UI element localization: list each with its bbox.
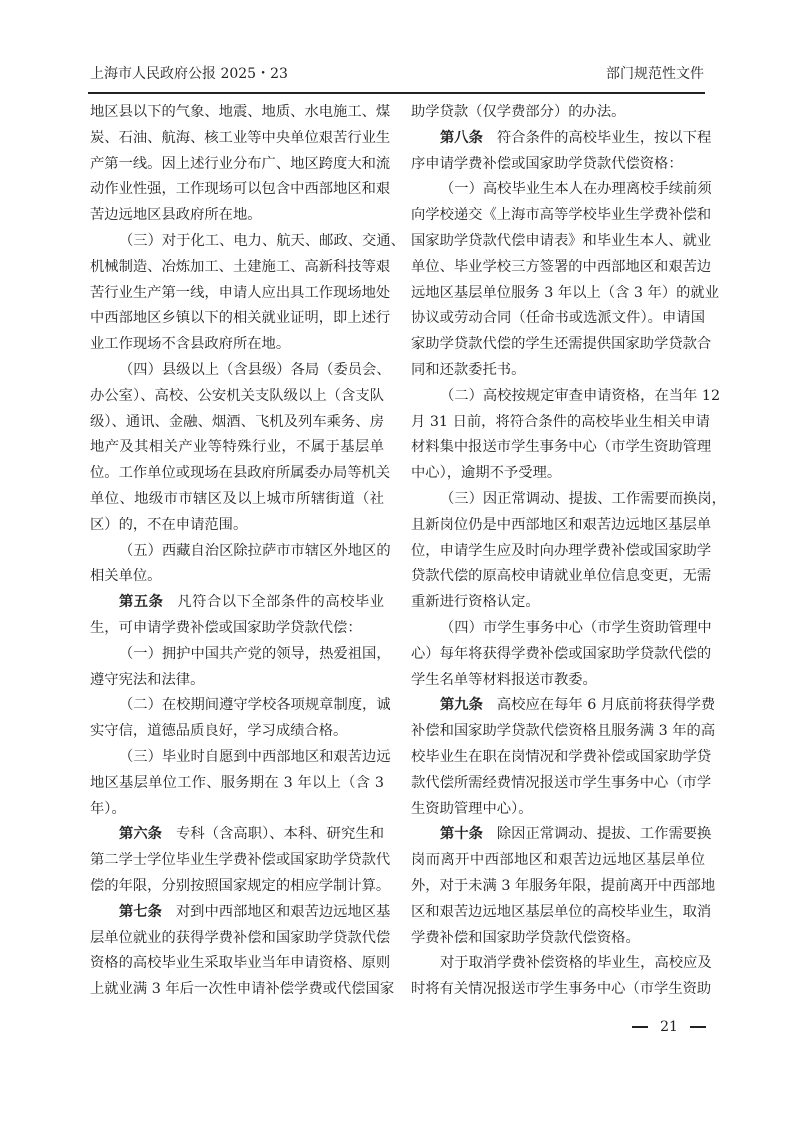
paragraph: [90, 900, 395, 1003]
text-line: [90, 590, 384, 616]
text-line: [411, 745, 712, 771]
text-line: [90, 771, 384, 797]
paragraph: [411, 693, 716, 822]
paragraph: [90, 229, 405, 358]
line-text: 地区基层单位工作、服务期在 3 年以上（含 3: [90, 774, 384, 791]
text-line: [411, 668, 705, 694]
text-line: [411, 951, 712, 977]
text-line: [90, 848, 391, 874]
line-text: （三）因正常调动、提拔、工作需要而换岗，: [440, 490, 726, 507]
text-line: [411, 306, 705, 332]
text-line: [411, 693, 716, 719]
line-text: 苦边远地区县政府所在地。: [90, 207, 262, 224]
text-line: [411, 281, 720, 307]
paragraph: [411, 177, 720, 383]
text-line: [411, 513, 712, 539]
text-line: [411, 564, 712, 590]
article-heading: 第十条: [440, 826, 483, 843]
text-column-right: [411, 100, 726, 1003]
article-heading: 第九条: [440, 697, 483, 714]
text-line: [90, 719, 384, 745]
line-text: 动作业性强，工作现场可以包含中西部地区和艰: [90, 181, 391, 198]
line-text: （一）拥护中国共产党的领导，热爱祖国，: [119, 645, 391, 662]
line-text: 向学校递交《上海市高等学校毕业生学费补偿和: [411, 207, 712, 224]
line-text: （二）在校期间遵守学校各项规章制度，诚: [119, 697, 391, 714]
line-text: 相关单位。: [90, 568, 162, 585]
text-line: [90, 539, 391, 565]
text-line: [90, 874, 391, 900]
text-line: [411, 332, 712, 358]
text-line: [411, 874, 716, 900]
line-text: 补偿和国家助学贷款代偿资格且服务满 3 年的高: [411, 723, 716, 740]
text-line: [411, 152, 705, 178]
text-line: [90, 384, 384, 410]
line-text: 级）、通讯、金融、烟酒、飞机及列车乘务、房: [90, 413, 384, 430]
line-text: 中西部地区乡镇以下的相关就业证明，即上述行: [90, 310, 391, 327]
text-line: [90, 306, 391, 332]
line-text: 偿的年限，分别按照国家规定的相应学制计算。: [90, 877, 391, 894]
text-line: [411, 797, 705, 823]
line-text: 材料集中报送市学生事务中心（市学生资助管理: [411, 439, 712, 456]
line-text: 凡符合以下全部条件的高校毕业: [177, 594, 385, 611]
line-text: （四）市学生事务中心（市学生资助管理中: [440, 619, 712, 636]
article-heading: 第六条: [119, 826, 163, 843]
paragraph: [411, 487, 726, 616]
line-text: 月 31 日前，将符合条件的高校毕业生相关申请: [411, 413, 710, 430]
paragraph: [411, 384, 721, 487]
text-line: [90, 642, 391, 668]
text-line: [411, 900, 712, 926]
line-text: 单位、地级市市辖区及以上城市所辖街道（社: [90, 490, 384, 507]
line-text: 炭、石油、航海、核工业等中央单位艰苦行业生: [90, 129, 391, 146]
text-line: [90, 177, 391, 203]
line-text: 重新进行资格认定。: [411, 594, 540, 611]
line-text: 对于取消学费补偿资格的毕业生，高校应及: [440, 955, 712, 972]
text-line: [90, 461, 391, 487]
line-text: 位。工作单位或现场在县政府所属委办局等机关: [90, 465, 391, 482]
text-line: [411, 590, 705, 616]
article-heading: 第五条: [119, 594, 164, 611]
paragraph: [411, 616, 712, 693]
text-line: [411, 719, 716, 745]
text-line: [411, 977, 712, 1003]
line-text: 符合条件的高校毕业生，按以下程: [496, 129, 712, 146]
text-line: [90, 513, 384, 539]
line-text: 机械制造、冶炼加工、土建施工、高新科技等艰: [90, 258, 391, 275]
paragraph: [411, 126, 712, 178]
line-text: 序申请学费补偿或国家助学贷款代偿资格：: [411, 155, 683, 172]
text-line: [411, 642, 712, 668]
text-line: [411, 255, 712, 281]
line-text: 办公室）、高校、公安机关支队级以上（含支队: [90, 387, 384, 404]
text-line: [90, 616, 384, 642]
line-text: 层单位就业的获得学费补偿和国家助学贷款代偿: [90, 929, 391, 946]
text-line: [90, 332, 384, 358]
text-line: [90, 255, 391, 281]
line-text: 遵守宪法和法律。: [90, 671, 205, 688]
text-line: [411, 771, 712, 797]
text-line: [411, 203, 712, 229]
line-text: 高校应在每年 6 月底前将获得学费: [496, 697, 716, 714]
text-line: [90, 693, 391, 719]
dash-left: [632, 1026, 648, 1028]
text-line: [90, 126, 391, 152]
page-number: [632, 1016, 706, 1038]
text-line: [90, 229, 405, 255]
article-heading: 第七条: [119, 903, 162, 920]
dash-right: [690, 1026, 706, 1028]
text-line: [90, 926, 391, 952]
text-line: [90, 152, 391, 178]
line-text: 资格的高校毕业生采取毕业当年申请资格、原则: [90, 955, 391, 972]
paragraph: [90, 358, 391, 539]
text-line: [411, 384, 721, 410]
line-text: 时将有关情况报送市学生事务中心（市学生资助: [411, 981, 712, 998]
text-line: [90, 900, 391, 926]
line-text: （四）县级以上（含县级）各局（委员会、: [119, 361, 391, 378]
text-line: [90, 358, 391, 384]
line-text: 区）的，不在申请范围。: [90, 516, 248, 533]
text-line: [411, 358, 705, 384]
header-divider: [88, 92, 705, 94]
line-text: 校毕业生在职在岗情况和学费补偿或国家助学贷: [411, 748, 712, 765]
paragraph: [90, 745, 391, 822]
paragraph: [90, 590, 384, 642]
line-text: 协议或劳动合同（任命书或选派文件）。申请国: [411, 310, 705, 327]
line-text: 年）。: [90, 800, 126, 817]
text-line: [90, 435, 384, 461]
line-text: 款代偿所需经费情况报送市学生事务中心（市学: [411, 774, 712, 791]
paragraph: [90, 693, 391, 745]
text-line: [411, 487, 726, 513]
page-number-text: 21: [660, 1019, 678, 1035]
text-column-left: [90, 100, 405, 1003]
line-text: 同和还款委托书。: [411, 361, 526, 378]
line-text: 位，申请学生应及时向办理学费补偿或国家助学: [411, 542, 712, 559]
paragraph: [90, 539, 391, 591]
paragraph: [90, 822, 391, 899]
line-text: 地区县以下的气象、地震、地质、水电施工、煤: [90, 104, 391, 120]
line-text: 苦行业生产第一线，申请人应出具工作现场地处: [90, 284, 391, 301]
text-line: [90, 745, 391, 771]
paragraph: [411, 100, 705, 126]
line-text: 第二学士学位毕业生学费补偿或国家助学贷款代: [90, 852, 391, 869]
text-line: [411, 410, 710, 436]
line-text: 地产及其相关产业等特殊行业，不属于基层单: [90, 439, 384, 456]
text-line: [411, 126, 712, 152]
text-line: [411, 177, 712, 203]
text-line: [411, 822, 712, 848]
line-text: 区和艰苦边远地区基层单位的高校毕业生，取消: [411, 903, 712, 920]
line-text: （二）高校按规定审查申请资格，在当年 12: [440, 387, 721, 404]
line-text: 生资助管理中心）。: [411, 800, 533, 817]
line-text: 岗而离开中西部地区和艰苦边远地区基层单位: [411, 852, 705, 869]
line-text: 专科（含高职）、本科、研究生和: [176, 826, 384, 843]
line-text: 贷款代偿的原高校申请就业单位信息变更，无需: [411, 568, 712, 585]
header-publication-title: 上海市人民政府公报 2025・23: [90, 66, 288, 82]
line-text: 实守信，道德品质良好，学习成绩合格。: [90, 723, 348, 740]
text-line: [411, 616, 712, 642]
line-text: （三）毕业时自愿到中西部地区和艰苦边远: [119, 748, 391, 765]
line-text: （三）对于化工、电力、航天、邮政、交通、: [119, 232, 405, 249]
text-line: [90, 564, 384, 590]
text-line: [90, 410, 384, 436]
text-line: [90, 281, 391, 307]
article-heading: 第八条: [440, 129, 483, 146]
text-line: [411, 461, 705, 487]
line-text: 产第一线。因上述行业分布广、地区跨度大和流: [90, 155, 391, 172]
line-text: 中心），逾期不予受理。: [411, 465, 562, 482]
line-text: 助学贷款（仅学费部分）的办法。: [411, 104, 626, 120]
line-text: 外，对于未满 3 年服务年限，提前离开中西部地: [411, 877, 716, 894]
line-text: 且新岗位仍是中西部地区和艰苦边远地区基层单: [411, 516, 712, 533]
line-text: 业工作现场不含县政府所在地。: [90, 336, 291, 353]
line-text: 单位、毕业学校三方签署的中西部地区和艰苦边: [411, 258, 712, 275]
line-text: 生，可申请学费补偿或国家助学贷款代偿：: [90, 619, 362, 636]
text-line: [90, 487, 384, 513]
text-line: [90, 668, 384, 694]
line-text: 除因正常调动、提拔、工作需要换: [496, 826, 712, 843]
text-line: [90, 797, 384, 823]
paragraph: [90, 100, 391, 229]
line-text: 心）每年将获得学费补偿或国家助学贷款代偿的: [411, 645, 712, 662]
text-line: [90, 951, 391, 977]
text-line: [411, 926, 705, 952]
line-text: 上就业满 3 年后一次性申请补偿学费或代偿国家: [90, 981, 395, 998]
text-line: [90, 100, 391, 126]
text-line: [411, 539, 712, 565]
line-text: 远地区基层单位服务 3 年以上（含 3 年）的就业: [411, 284, 720, 301]
paragraph: [90, 642, 391, 694]
line-text: 学生名单等材料报送市教委。: [411, 671, 597, 688]
line-text: 对到中西部地区和艰苦边远地区基: [175, 903, 391, 920]
paragraph: [411, 822, 716, 951]
line-text: 学费补偿和国家助学贷款代偿资格。: [411, 929, 640, 946]
line-text: （一）高校毕业生本人在办理离校手续前须: [440, 181, 712, 198]
header-section-title: 部门规范性文件: [606, 66, 704, 82]
line-text: 家助学贷款代偿的学生还需提供国家助学贷款合: [411, 336, 712, 353]
paragraph: [411, 951, 712, 1003]
line-text: （五）西藏自治区除拉萨市市辖区外地区的: [119, 542, 391, 559]
text-line: [411, 229, 712, 255]
text-line: [90, 822, 384, 848]
text-line: [411, 848, 705, 874]
text-line: [90, 977, 395, 1003]
text-line: [411, 435, 712, 461]
text-line: [411, 100, 705, 126]
line-text: 国家助学贷款代偿申请表》和毕业生本人、就业: [411, 232, 712, 249]
text-line: [90, 203, 384, 229]
